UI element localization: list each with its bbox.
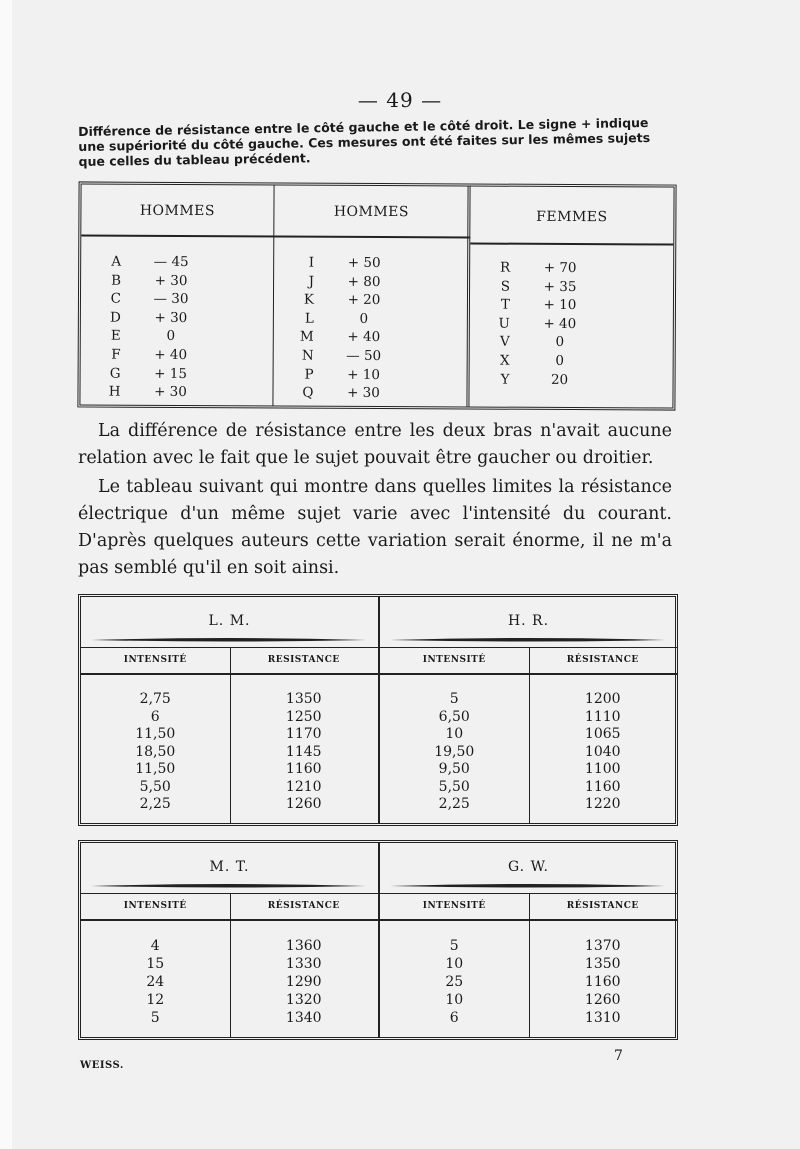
table-row bbox=[470, 351, 673, 371]
table-row bbox=[274, 253, 468, 273]
intensity-label: INTENSITÉ bbox=[123, 655, 187, 665]
subject-letter: R bbox=[499, 259, 511, 276]
table-row bbox=[273, 384, 467, 404]
subject-letter: G bbox=[109, 365, 121, 382]
table-row bbox=[81, 744, 378, 762]
table-row bbox=[380, 1009, 677, 1027]
subject-letter: Q bbox=[302, 384, 314, 401]
table-row bbox=[81, 364, 273, 384]
resistance-value: 1260 bbox=[584, 992, 621, 1008]
intensity-value: 9,50 bbox=[438, 761, 470, 777]
subject-letter: K bbox=[303, 291, 315, 308]
table-row bbox=[81, 761, 378, 779]
table-row bbox=[274, 346, 468, 366]
subject-letter: F bbox=[111, 346, 121, 363]
resistance-value: 1210 bbox=[285, 778, 322, 795]
difference-value: + 20 bbox=[347, 292, 381, 309]
intensity-value: 24 bbox=[146, 974, 165, 990]
subject-letter: Y bbox=[500, 371, 510, 388]
ornamental-rule bbox=[91, 881, 366, 891]
subject-panel bbox=[378, 843, 677, 1037]
table-row bbox=[274, 365, 468, 385]
intensity-value: 2,75 bbox=[139, 691, 171, 707]
subject-name: M. T. bbox=[209, 859, 250, 875]
column-header: FEMMES bbox=[536, 208, 608, 226]
difference-value: — 30 bbox=[153, 291, 189, 308]
table-row bbox=[380, 709, 677, 727]
difference-value: — 45 bbox=[153, 253, 189, 271]
table-row bbox=[81, 327, 273, 347]
subject-letter: N bbox=[301, 347, 314, 364]
table-row bbox=[470, 258, 673, 278]
intensity-value: 10 bbox=[445, 992, 464, 1008]
table-row bbox=[81, 290, 273, 310]
intensity-value: 19,50 bbox=[434, 743, 475, 760]
subject-letter: H bbox=[108, 383, 121, 400]
table-row bbox=[81, 991, 378, 1009]
resistance-label: RESISTANCE bbox=[267, 655, 340, 665]
difference-value: + 30 bbox=[347, 385, 380, 402]
resistance-value: 1360 bbox=[285, 938, 322, 954]
ornamental-rule bbox=[91, 635, 366, 645]
table-row bbox=[380, 973, 677, 991]
intensity-value: 6,50 bbox=[438, 708, 470, 725]
difference-value: + 80 bbox=[347, 273, 381, 290]
subject-name: H. R. bbox=[507, 613, 550, 629]
difference-value: — 50 bbox=[346, 347, 382, 364]
table-row bbox=[81, 937, 378, 955]
difference-value: 20 bbox=[550, 371, 569, 388]
table-row bbox=[470, 314, 673, 334]
table-row bbox=[380, 779, 677, 797]
intensity-value: 6 bbox=[449, 1010, 459, 1026]
intensity-value: 4 bbox=[150, 938, 160, 954]
sheet-number: 7 bbox=[614, 1048, 623, 1064]
resistance-value: 1160 bbox=[285, 761, 322, 777]
intensity-value: 18,50 bbox=[135, 743, 176, 760]
intensity-value: 5 bbox=[449, 938, 459, 954]
table-row bbox=[274, 309, 468, 329]
paragraph: Le tableau suivant qui montre dans quelles limites la résistance électrique d'un même sujet varie avec l'intensité du courant. D'après quelques auteurs cette variation serait énorme, il ne m'a pas semblé qu'il en soit ainsi. bbox=[78, 477, 672, 578]
resistance-value: 1310 bbox=[584, 1010, 621, 1026]
subject-letter: J bbox=[308, 273, 315, 290]
subject-letter: C bbox=[110, 290, 122, 307]
intensity-value: 5 bbox=[150, 1010, 160, 1026]
table-row bbox=[380, 955, 677, 973]
resistance-value: 1350 bbox=[584, 956, 621, 972]
resistance-value: 1260 bbox=[285, 796, 322, 812]
difference-value: + 40 bbox=[154, 346, 188, 363]
resistance-label: RÉSISTANCE bbox=[566, 901, 639, 911]
intensity-label: INTENSITÉ bbox=[422, 655, 486, 665]
table-row bbox=[380, 796, 677, 814]
intensity-value: 11,50 bbox=[135, 726, 176, 742]
resistance-value: 1160 bbox=[584, 778, 621, 795]
difference-value: + 30 bbox=[154, 383, 187, 401]
resistance-value: 1220 bbox=[584, 796, 621, 812]
resistance-value: 1100 bbox=[584, 761, 621, 777]
resistance-value: 1350 bbox=[285, 691, 322, 707]
resistance-value: 1170 bbox=[285, 726, 322, 742]
table-row bbox=[81, 252, 273, 272]
intensity-label: INTENSITÉ bbox=[422, 901, 486, 911]
table-row bbox=[80, 383, 272, 403]
subject-panel bbox=[378, 597, 677, 823]
subject-letter: I bbox=[308, 254, 315, 271]
header-rule bbox=[81, 919, 378, 921]
table-row bbox=[380, 991, 677, 1009]
data-rows bbox=[380, 691, 677, 814]
subject-name: G. W. bbox=[508, 859, 549, 875]
subject-letter: U bbox=[498, 315, 510, 332]
table-row bbox=[380, 691, 677, 709]
table-row bbox=[81, 779, 378, 797]
ornamental-rule bbox=[390, 881, 665, 891]
table-row bbox=[81, 955, 378, 973]
intensity-value: 5,50 bbox=[438, 778, 470, 795]
table-row bbox=[81, 691, 378, 709]
resistance-difference-table bbox=[77, 181, 676, 410]
table-row bbox=[81, 796, 378, 814]
intensity-value: 10 bbox=[445, 726, 464, 742]
resistance-value: 1110 bbox=[584, 708, 621, 725]
difference-value: 0 bbox=[555, 352, 565, 369]
table-row bbox=[274, 291, 468, 311]
subject-letter: V bbox=[499, 334, 510, 351]
table-caption: Différence de résistance entre le côté gauche et le côté droit. Le signe + indique une supériorité du côté gauche. Ces mesures ont été faites sur les mêmes sujets que celles du tableau précédent. bbox=[78, 115, 651, 169]
subject-letter: P bbox=[304, 366, 314, 383]
difference-value: + 10 bbox=[347, 366, 381, 383]
resistance-value: 1370 bbox=[584, 938, 621, 954]
table-row bbox=[81, 726, 378, 744]
subject-letter: X bbox=[499, 352, 510, 369]
subject-letter: L bbox=[304, 310, 314, 327]
resistance-value: 1145 bbox=[285, 743, 322, 760]
footer-signature: WEISS. bbox=[80, 1060, 124, 1071]
paragraph: La différence de résistance entre les deux bras n'avait aucune relation avec le fait que le sujet pouvait être gaucher ou droitier. bbox=[78, 421, 672, 468]
data-rows bbox=[380, 937, 677, 1027]
difference-value: + 30 bbox=[154, 309, 188, 326]
page-gutter bbox=[0, 0, 12, 1149]
table1-column-women bbox=[466, 186, 673, 407]
table-row bbox=[81, 271, 273, 291]
table-row bbox=[380, 761, 677, 779]
intensity-value: 15 bbox=[146, 956, 165, 972]
subject-letter: S bbox=[500, 278, 511, 295]
intensity-value: 25 bbox=[445, 974, 464, 990]
table-row bbox=[274, 328, 468, 348]
intensity-resistance-table-1 bbox=[78, 594, 678, 826]
subject-letter: M bbox=[299, 328, 314, 346]
difference-value: + 15 bbox=[154, 365, 188, 382]
intensity-value: 2,25 bbox=[438, 796, 470, 812]
table-row bbox=[81, 308, 273, 328]
subject-letter: A bbox=[111, 253, 122, 270]
table-row bbox=[470, 370, 673, 390]
difference-value: + 70 bbox=[543, 259, 577, 277]
subject-letter: T bbox=[500, 296, 510, 313]
intensity-value: 11,50 bbox=[135, 761, 176, 777]
difference-value: 0 bbox=[359, 310, 369, 327]
subject-letter: E bbox=[110, 327, 121, 345]
intensity-value: 5 bbox=[449, 691, 459, 707]
difference-value: 0 bbox=[166, 328, 176, 345]
table-row bbox=[380, 726, 677, 744]
difference-value: + 40 bbox=[347, 329, 381, 346]
difference-value: + 40 bbox=[543, 315, 577, 332]
table-row bbox=[274, 272, 468, 292]
table-row bbox=[81, 973, 378, 991]
page-number: — 49 — bbox=[357, 88, 443, 112]
table1-column-men-2 bbox=[272, 185, 468, 406]
subject-name: L. M. bbox=[208, 613, 251, 629]
table-row bbox=[470, 296, 673, 316]
difference-value: + 50 bbox=[347, 254, 381, 272]
intensity-value: 12 bbox=[146, 992, 165, 1008]
header-rule bbox=[380, 919, 677, 921]
resistance-value: 1340 bbox=[285, 1010, 322, 1026]
subject-panel bbox=[81, 843, 378, 1037]
resistance-label: RÉSISTANCE bbox=[566, 655, 639, 665]
resistance-value: 1040 bbox=[584, 743, 621, 760]
subject-letter: B bbox=[111, 272, 122, 289]
difference-value: + 35 bbox=[543, 278, 577, 295]
resistance-label: RÉSISTANCE bbox=[267, 901, 340, 911]
resistance-value: 1290 bbox=[285, 974, 322, 990]
table-row bbox=[81, 345, 273, 365]
table-row bbox=[470, 277, 673, 297]
resistance-value: 1065 bbox=[584, 726, 621, 742]
body-text bbox=[78, 418, 672, 582]
table-row bbox=[81, 709, 378, 727]
intensity-label: INTENSITÉ bbox=[123, 901, 187, 911]
intensity-value: 2,25 bbox=[139, 796, 171, 812]
resistance-value: 1250 bbox=[285, 708, 322, 725]
subject-panel bbox=[81, 597, 378, 823]
table-row bbox=[81, 1009, 378, 1027]
resistance-value: 1330 bbox=[285, 956, 322, 972]
resistance-value: 1160 bbox=[584, 974, 621, 990]
intensity-value: 6 bbox=[150, 708, 160, 725]
column-header: HOMMES bbox=[139, 202, 216, 220]
difference-value: + 10 bbox=[543, 297, 577, 314]
subject-letter: D bbox=[110, 309, 121, 326]
intensity-value: 5,50 bbox=[139, 778, 171, 795]
data-rows bbox=[81, 691, 378, 814]
table-row bbox=[380, 937, 677, 955]
intensity-resistance-table-2 bbox=[78, 840, 678, 1040]
column-header: HOMMES bbox=[333, 203, 410, 221]
difference-value: 0 bbox=[555, 334, 565, 351]
table-row bbox=[380, 744, 677, 762]
header-rule bbox=[380, 673, 677, 675]
header-rule bbox=[81, 673, 378, 675]
table1-column-men-1 bbox=[80, 184, 273, 405]
ornamental-rule bbox=[390, 635, 665, 645]
difference-value: + 30 bbox=[154, 272, 188, 289]
resistance-value: 1320 bbox=[285, 992, 322, 1008]
resistance-value: 1200 bbox=[584, 691, 621, 707]
intensity-value: 10 bbox=[445, 956, 464, 972]
data-rows bbox=[81, 937, 378, 1027]
table-row bbox=[470, 333, 673, 353]
